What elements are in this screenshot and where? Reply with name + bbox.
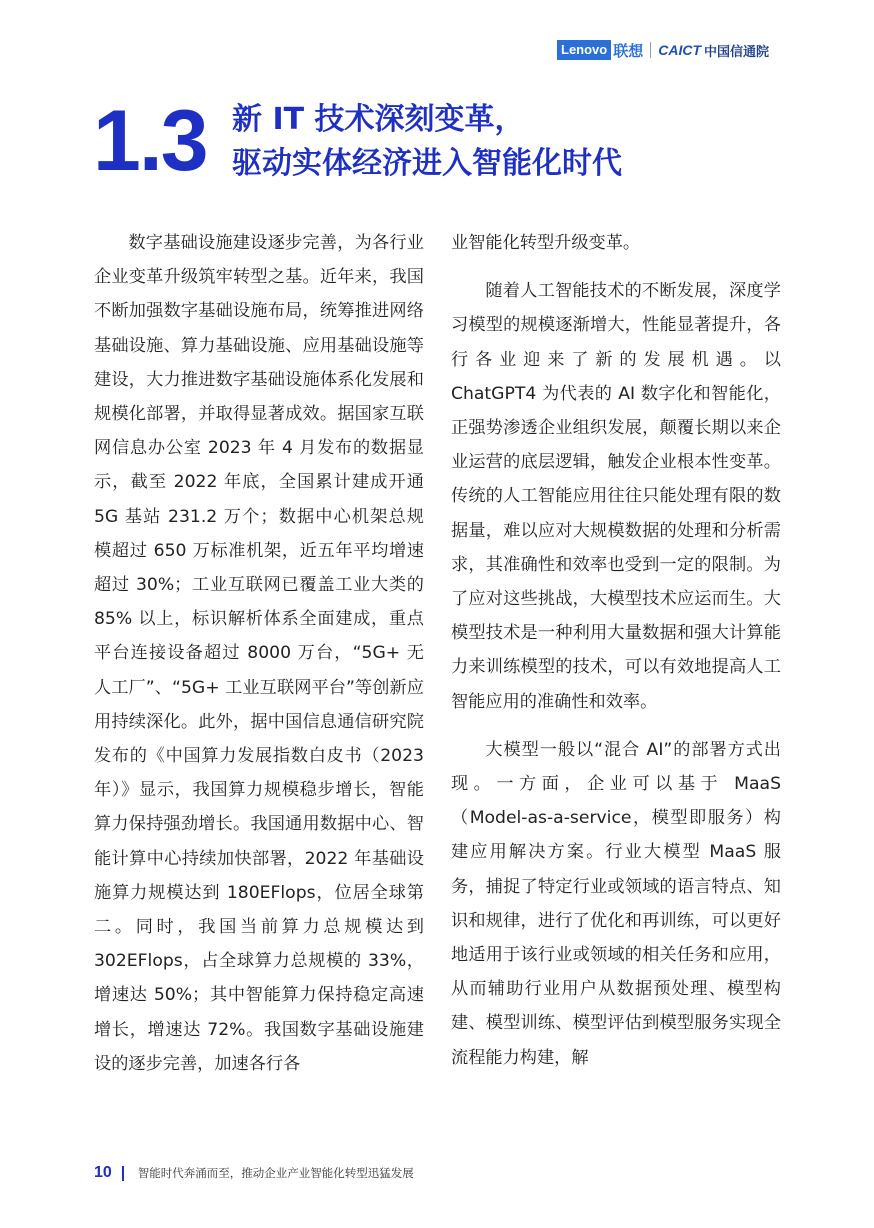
body-paragraph: 大模型一般以“混合 AI”的部署方式出现。一方面，企业可以基于 MaaS（Model-as-a-service，模型即服务）构建应用解决方案。行业大模型 MaaS 服务，捕捉了特定行业或领域的语言特点、知识和规律，进行了优化和再训练，可以更好地适用于该行业或领域的相关任务和应用，从而辅助行业用户从数据预处理、模型构建、模型训练、模型评估到模型服务实现全流程能力构建，解 (451, 739, 781, 1068)
body-column-left (94, 226, 424, 1081)
lenovo-logo: Lenovo (557, 40, 611, 60)
running-title: 智能时代奔涌而至，推动企业产业智能化转型迅猛发展 (137, 1166, 414, 1180)
section-title (232, 98, 622, 186)
footer-divider (122, 1166, 124, 1181)
header-brand (557, 40, 769, 60)
caict-logo-cn: 中国信通院 (704, 44, 770, 60)
brand-divider (650, 42, 651, 58)
body-paragraph-continuation: 业智能化转型升级变革。 (451, 233, 641, 253)
body-paragraph: 随着人工智能技术的不断发展，深度学习模型的规模逐渐增大，性能显著提升，各行各业迎来了新的发展机遇。以 ChatGPT4 为代表的 AI 数字化和智能化，正强势渗透企业组织发展，颠覆长期以来企业运营的底层逻辑，触发企业根本性变革。传统的人工智能应用往往只能处理有限的数据量，难以应对大规模数据的处理和分析需求，其准确性和效率也受到一定的限制。为了应对这些挑战，大模型技术应运而生。大模型技术是一种利用大量数据和强大计算能力来训练模型的技术，可以有效地提高人工智能应用的准确性和效率。 (451, 281, 781, 712)
section-number: 1.3 (93, 93, 207, 189)
body-column-right (451, 226, 781, 1075)
section-title-line-2: 驱动实体经济进入智能化时代 (232, 146, 622, 181)
section-title-line-1: 新 IT 技术深刻变革， (232, 102, 525, 137)
body-paragraph: 数字基础设施建设逐步完善，为各行业企业变革升级筑牢转型之基。近年来，我国不断加强数字基础设施布局，统筹推进网络基础设施、算力基础设施、应用基础设施等建设，大力推进数字基础设施体系化发展和规模化部署，并取得显著成效。据国家互联网信息办公室 2023 年 4 月发布的数据显示，截至 2022 年底，全国累计建成开通 5G 基站 231.2 万个；数据中心机架总规模超过 650 万标准机架，近五年平均增速超过 30%；工业互联网已覆盖工业大类的 85% 以上，标识解析体系全面建成，重点平台连接设备超过 8000 万台，“5G+ 无人工厂”、“5G+ 工业互联网平台”等创新应用持续深化。此外，据中国信息通信研究院发布的《中国算力发展指数白皮书（2023 年）》显示，我国算力规模稳步增长，智能算力保持强劲增长。我国通用数据中心、智能计算中心持续加快部署，2022 年基础设施算力规模达到 180EFlops，位居全球第二。同时，我国当前算力总规模达到 302EFlops，占全球算力总规模的 33%，增速达 50%；其中智能算力保持稳定高速增长，增速达 72%。我国数字基础设施建设的逐步完善，加速各行各 (94, 233, 424, 1074)
lenovo-logo-cn: 联想 (613, 41, 644, 60)
page-number: 10 (94, 1164, 112, 1181)
page-footer (94, 1164, 414, 1182)
caict-logo: CAICT (658, 42, 702, 58)
